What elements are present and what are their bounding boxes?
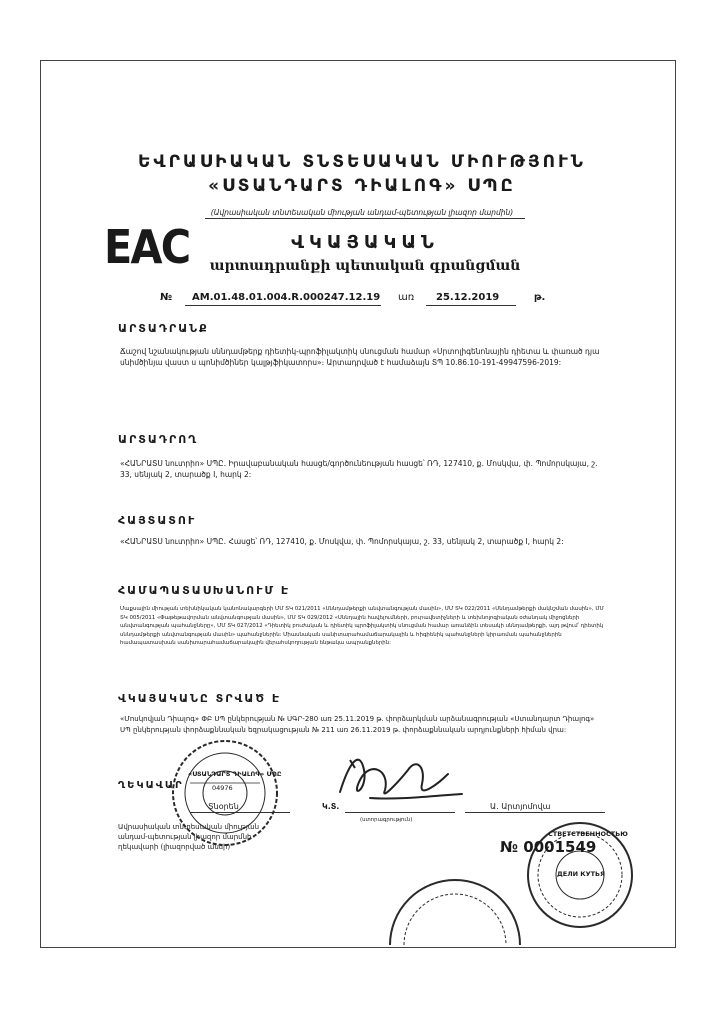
- cert-date-underline: [426, 305, 516, 306]
- recipient-heading: ՀԱՅՏԱՏՈՒ: [118, 514, 197, 527]
- handwritten-signature: [330, 740, 470, 810]
- lower-stamp-arc: [380, 850, 530, 950]
- cert-num-prefix: №: [160, 292, 173, 303]
- compliance-heading: ՀԱՄԱՊԱՏԱՍԽԱՆՈՒՄ Է: [118, 584, 291, 597]
- cert-date: 25.12.2019: [436, 292, 500, 303]
- org-line-3: ղեկավարի (լիազորված անձի): [118, 843, 231, 851]
- union-line-1: ԵՎՐԱՍԻԱԿԱՆ ՏՆՏԵՍԱԿԱՆ ՄԻՈՒԹՅՈՒՆ: [138, 152, 586, 172]
- serial-number: № 0001549: [500, 838, 597, 856]
- product-text: Ճաշով նշանակության սննդամթերք դիետիկ-պրոֆիլակտիկ սնուցման համար «Սրտոլիգենոնային դիետա և փառած դյա սնիմծինյա վաստ ս պոնիմծիներ կալթյֆիկատորս»։ Արտադրված է համաձայն ՏՊ 10.86.10-191-49947596-2019:: [120, 347, 600, 367]
- note-underline: [205, 218, 525, 219]
- manufacturer-text: «ՀԱՆՐԱՏՍ նուտրիո» ՍՊԸ․ Իրավաբանական հասցե/գործունեության հասցե՝ ՌԴ, 127410, ք. Մոսկվա, փ. Պոմորսկայա, շ. 33, սենյակ 2, տարածք I, հարկ 2:: [120, 459, 598, 479]
- name-line: [465, 812, 605, 813]
- org-line-1: Ավրասիական տնտեսական միության: [118, 823, 260, 831]
- head-label: ՂԵԿԱՎԱՐ: [118, 780, 184, 791]
- org-line-2: անդամ-պետության լիազոր մարմնի: [118, 833, 252, 841]
- ls-signature-line: [345, 812, 455, 813]
- manufacturer-heading: ԱՐՏԱԴՐՈՂ: [118, 433, 199, 446]
- left-stamp-ring: «ՍՏԱՆԴԱՐՏ ԴԻԱԼՈԳ» ՍՊԸ: [188, 770, 282, 778]
- issued-text: «Մոսկովյան Դիալոգ» ՓԲ ՍՊ ընկերության № ՍԳՐ-280 առ 25.11.2019 թ. փորձարկման արձանագրության «Ստանդարտ Դիալոգ» ՍՊ ընկերության փորձաքննական եզրակացության № 211 առ 26.11.2019 թ. փորձաքննական արդյունքների հիման վրա:: [120, 715, 595, 734]
- signatory-name: Ա. Արտյոմովա: [490, 802, 551, 811]
- left-round-stamp: [150, 735, 300, 850]
- head-sub: Տնօրեն: [208, 802, 239, 811]
- cert-date-word: առ: [398, 292, 415, 303]
- eac-logo: EAC: [104, 220, 190, 274]
- left-stamp-code: 04976: [212, 784, 233, 792]
- issued-heading: ՎԿԱՅԱԿԱՆԸ ՏՐՎԱԾ Է: [118, 692, 282, 705]
- compliance-text: Մաքսային միության տեխնիկական կանոնակարգերի ՄՄ ՏԿ 021/2011 «Սննդամթերքի անվտանգության մասին», ՄՄ ՏԿ 022/2011 «Սննդամթերքի մակնշման մասին», ՄՄ ՏԿ 005/2011 «Փաթեթավորման անվտանգության մասին», ՄՄ ՏԿ 029/2012 «Սննդային հավելումների, բուրավետիչների և տեխնոլոգիական օժանդակ միջոցների անվտանգության պահանջները», ՄՄ ՏԿ 027/2012 «Դիետիկ բուժական և դիետիկ պրոֆիլակտիկ սնուցման համար առանձին տեսակի սննդամթերքի, այդ թվում՝ դիետիկ սննդամթերքի անվտանգության մասին» պահանջներին: Միասնական սանիտարահամաճարակային և հիգիենիկ պահանջների կիրառման պահանջներին համապատասխան սանիտարահամաճարակային վերահսկողության ենթակա ապրանքներին:: [120, 606, 604, 646]
- union-line-2: «ՍՏԱՆԴԱՐՏ ԴԻԱԼՈԳ» ՍՊԸ: [208, 176, 516, 196]
- product-heading: ԱՐՏԱԴՐԱՆՔ: [118, 322, 209, 335]
- cert-number-underline: [185, 305, 381, 306]
- certificate-title: ՎԿԱՅԱԿԱՆ: [291, 232, 439, 253]
- certificate-subtitle: արտադրանքի պետական գրանցման: [209, 258, 521, 274]
- ls-label: Կ.Տ.: [322, 802, 340, 811]
- right-stamp-ring: СТВЕТСТВЕННОСТЬЮ: [548, 830, 628, 838]
- union-title: [0, 150, 724, 198]
- cert-year-suffix: թ.: [534, 292, 546, 303]
- ls-sub: (ստորագրություն): [360, 817, 413, 823]
- recipient-text: «ՀԱՆՐԱՏՍ նուտրիո» ՍՊԸ․ Հասցե՝ ՌԴ, 127410, ք. Մոսկվա, փ. Պոմորսկայա, շ. 33, սենյակ 2, տարածք I, հարկ 2:: [120, 537, 564, 546]
- cert-number: AM.01.48.01.004.R.000247.12.19: [192, 292, 381, 303]
- right-stamp-center: ДЕЛИ КУТЬЯ: [556, 870, 606, 878]
- authority-note: (Ավրասիական տնտեսական միության անդամ-պետության լիազոր մարմին): [210, 208, 514, 217]
